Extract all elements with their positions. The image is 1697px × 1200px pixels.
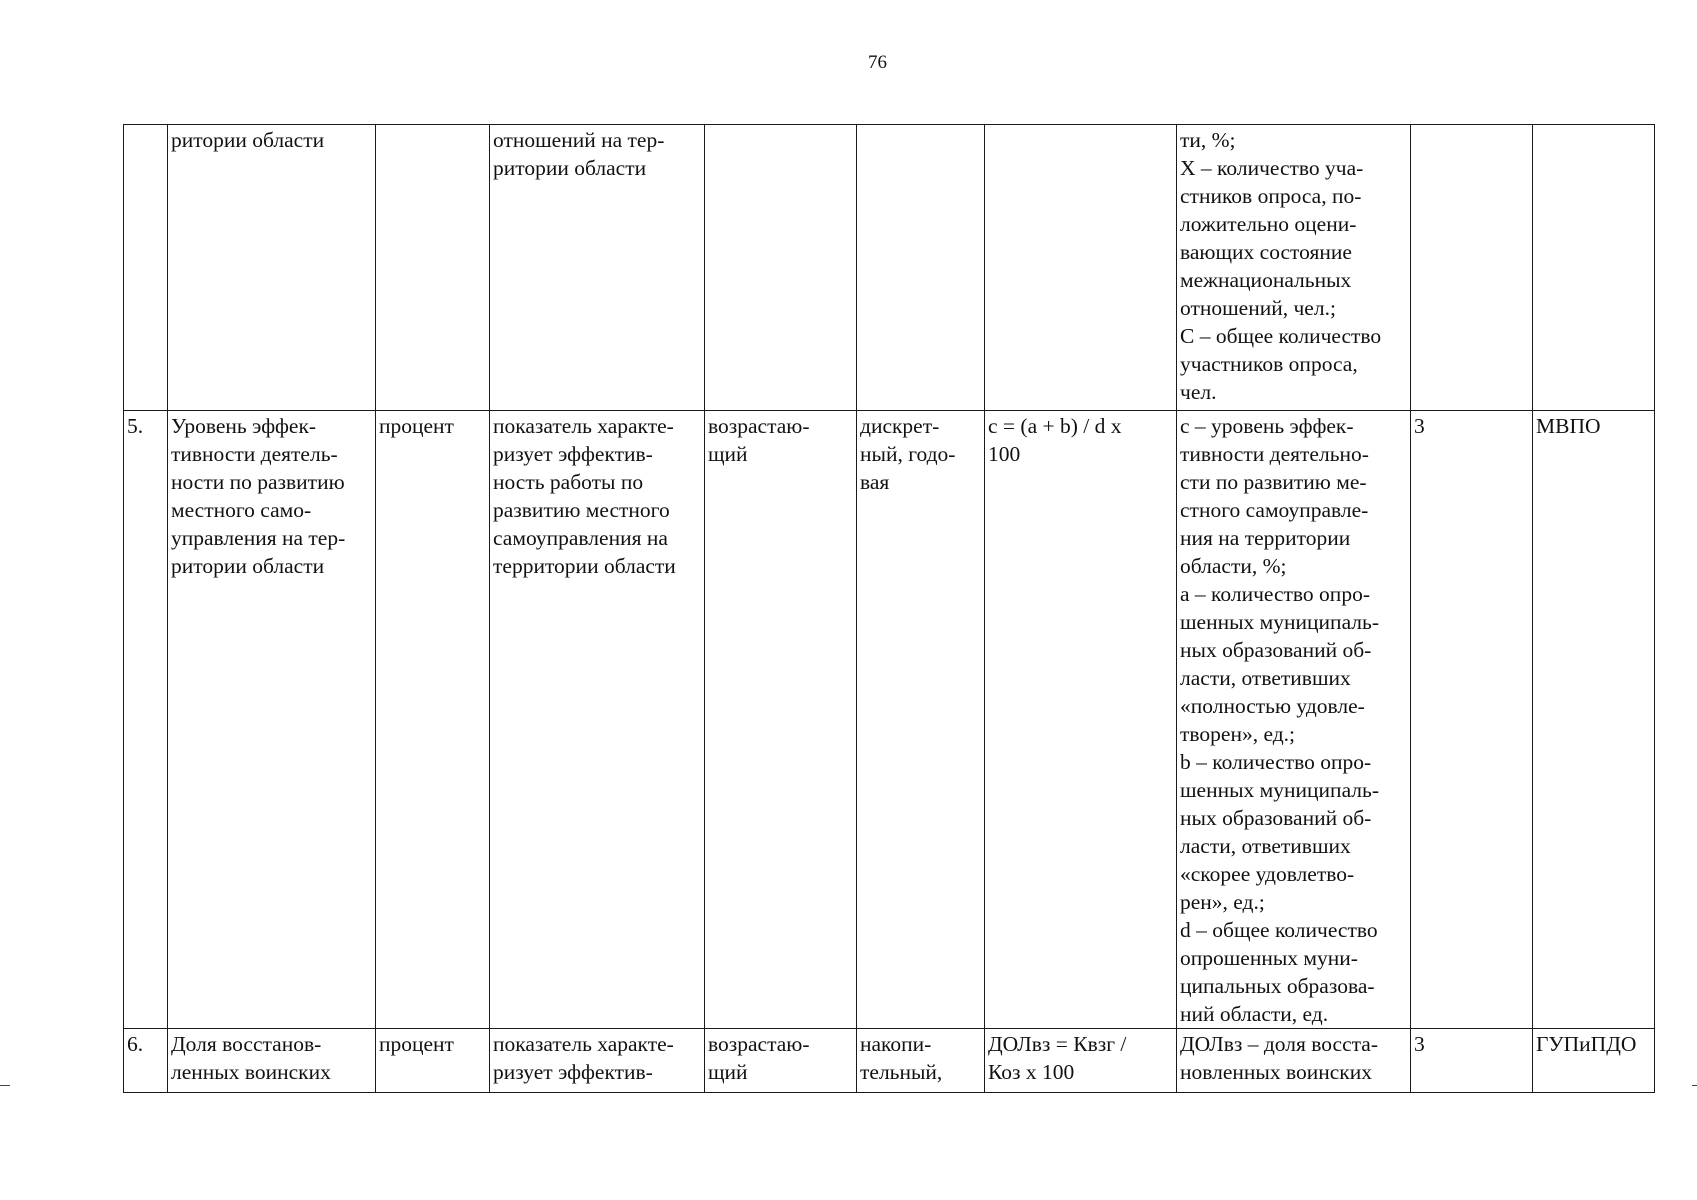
cell-direction: возрастаю- щий bbox=[705, 411, 857, 1029]
table-row-5 bbox=[124, 411, 1655, 1029]
scan-artifact-right bbox=[1692, 1085, 1697, 1086]
cell-responsible: МВПО bbox=[1533, 411, 1655, 1029]
cell-source: 3 bbox=[1411, 411, 1533, 1029]
cell-type bbox=[857, 125, 985, 411]
cell-unit bbox=[376, 125, 490, 411]
cell-responsible bbox=[1533, 125, 1655, 411]
cell-number bbox=[124, 125, 168, 411]
cell-source: 3 bbox=[1411, 1029, 1533, 1093]
cell-direction bbox=[705, 125, 857, 411]
cell-notes: c – уровень эффек- тивности деятельно- сти по развитию ме- стного самоуправле- ния на территории области, %; a – количество опро- шенных муниципаль- ных образований об- ласти, ответивших «полностью удовле- творен», ед.; b – количество опро- шенных муниципаль- ных образований об- ласти, ответивших «скорее удовлетво- рен», ед.; d – общее количество опрошенных муни- ципальных образова- ний области, ед. bbox=[1177, 411, 1411, 1029]
cell-formula: ДОЛвз = Квзг / Коз х 100 bbox=[985, 1029, 1177, 1093]
cell-source bbox=[1411, 125, 1533, 411]
cell-type: дискрет- ный, годо- вая bbox=[857, 411, 985, 1029]
table-row-continued bbox=[124, 125, 1655, 411]
table-row-6 bbox=[124, 1029, 1655, 1093]
cell-unit: процент bbox=[376, 1029, 490, 1093]
cell-notes: ДОЛвз – доля восста- новленных воинских bbox=[1177, 1029, 1411, 1093]
cell-formula bbox=[985, 125, 1177, 411]
cell-notes: ти, %; X – количество уча- стников опроса, по- ложительно оцени- вающих состояние межнациональных отношений, чел.; C – общее количество участников опроса, чел. bbox=[1177, 125, 1411, 411]
cell-formula: c = (a + b) / d x 100 bbox=[985, 411, 1177, 1029]
cell-indicator-name: ритории области bbox=[168, 125, 376, 411]
cell-unit: процент bbox=[376, 411, 490, 1029]
cell-type: накопи- тельный, bbox=[857, 1029, 985, 1093]
cell-description: показатель характе- ризует эффектив- bbox=[490, 1029, 705, 1093]
cell-responsible: ГУПиПДО bbox=[1533, 1029, 1655, 1093]
cell-description: показатель характе- ризует эффектив- ность работы по развитию местного самоуправления на территории области bbox=[490, 411, 705, 1029]
cell-description: отношений на тер- ритории области bbox=[490, 125, 705, 411]
scan-artifact-left bbox=[0, 1085, 10, 1086]
cell-number: 5. bbox=[124, 411, 168, 1029]
indicators-table bbox=[123, 124, 1655, 1093]
cell-direction: возрастаю- щий bbox=[705, 1029, 857, 1093]
cell-indicator-name: Уровень эффек- тивности деятель- ности по развитию местного само- управления на тер- ритории области bbox=[168, 411, 376, 1029]
cell-indicator-name: Доля восстанов- ленных воинских bbox=[168, 1029, 376, 1093]
cell-number: 6. bbox=[124, 1029, 168, 1093]
page-number: 76 bbox=[868, 52, 887, 73]
